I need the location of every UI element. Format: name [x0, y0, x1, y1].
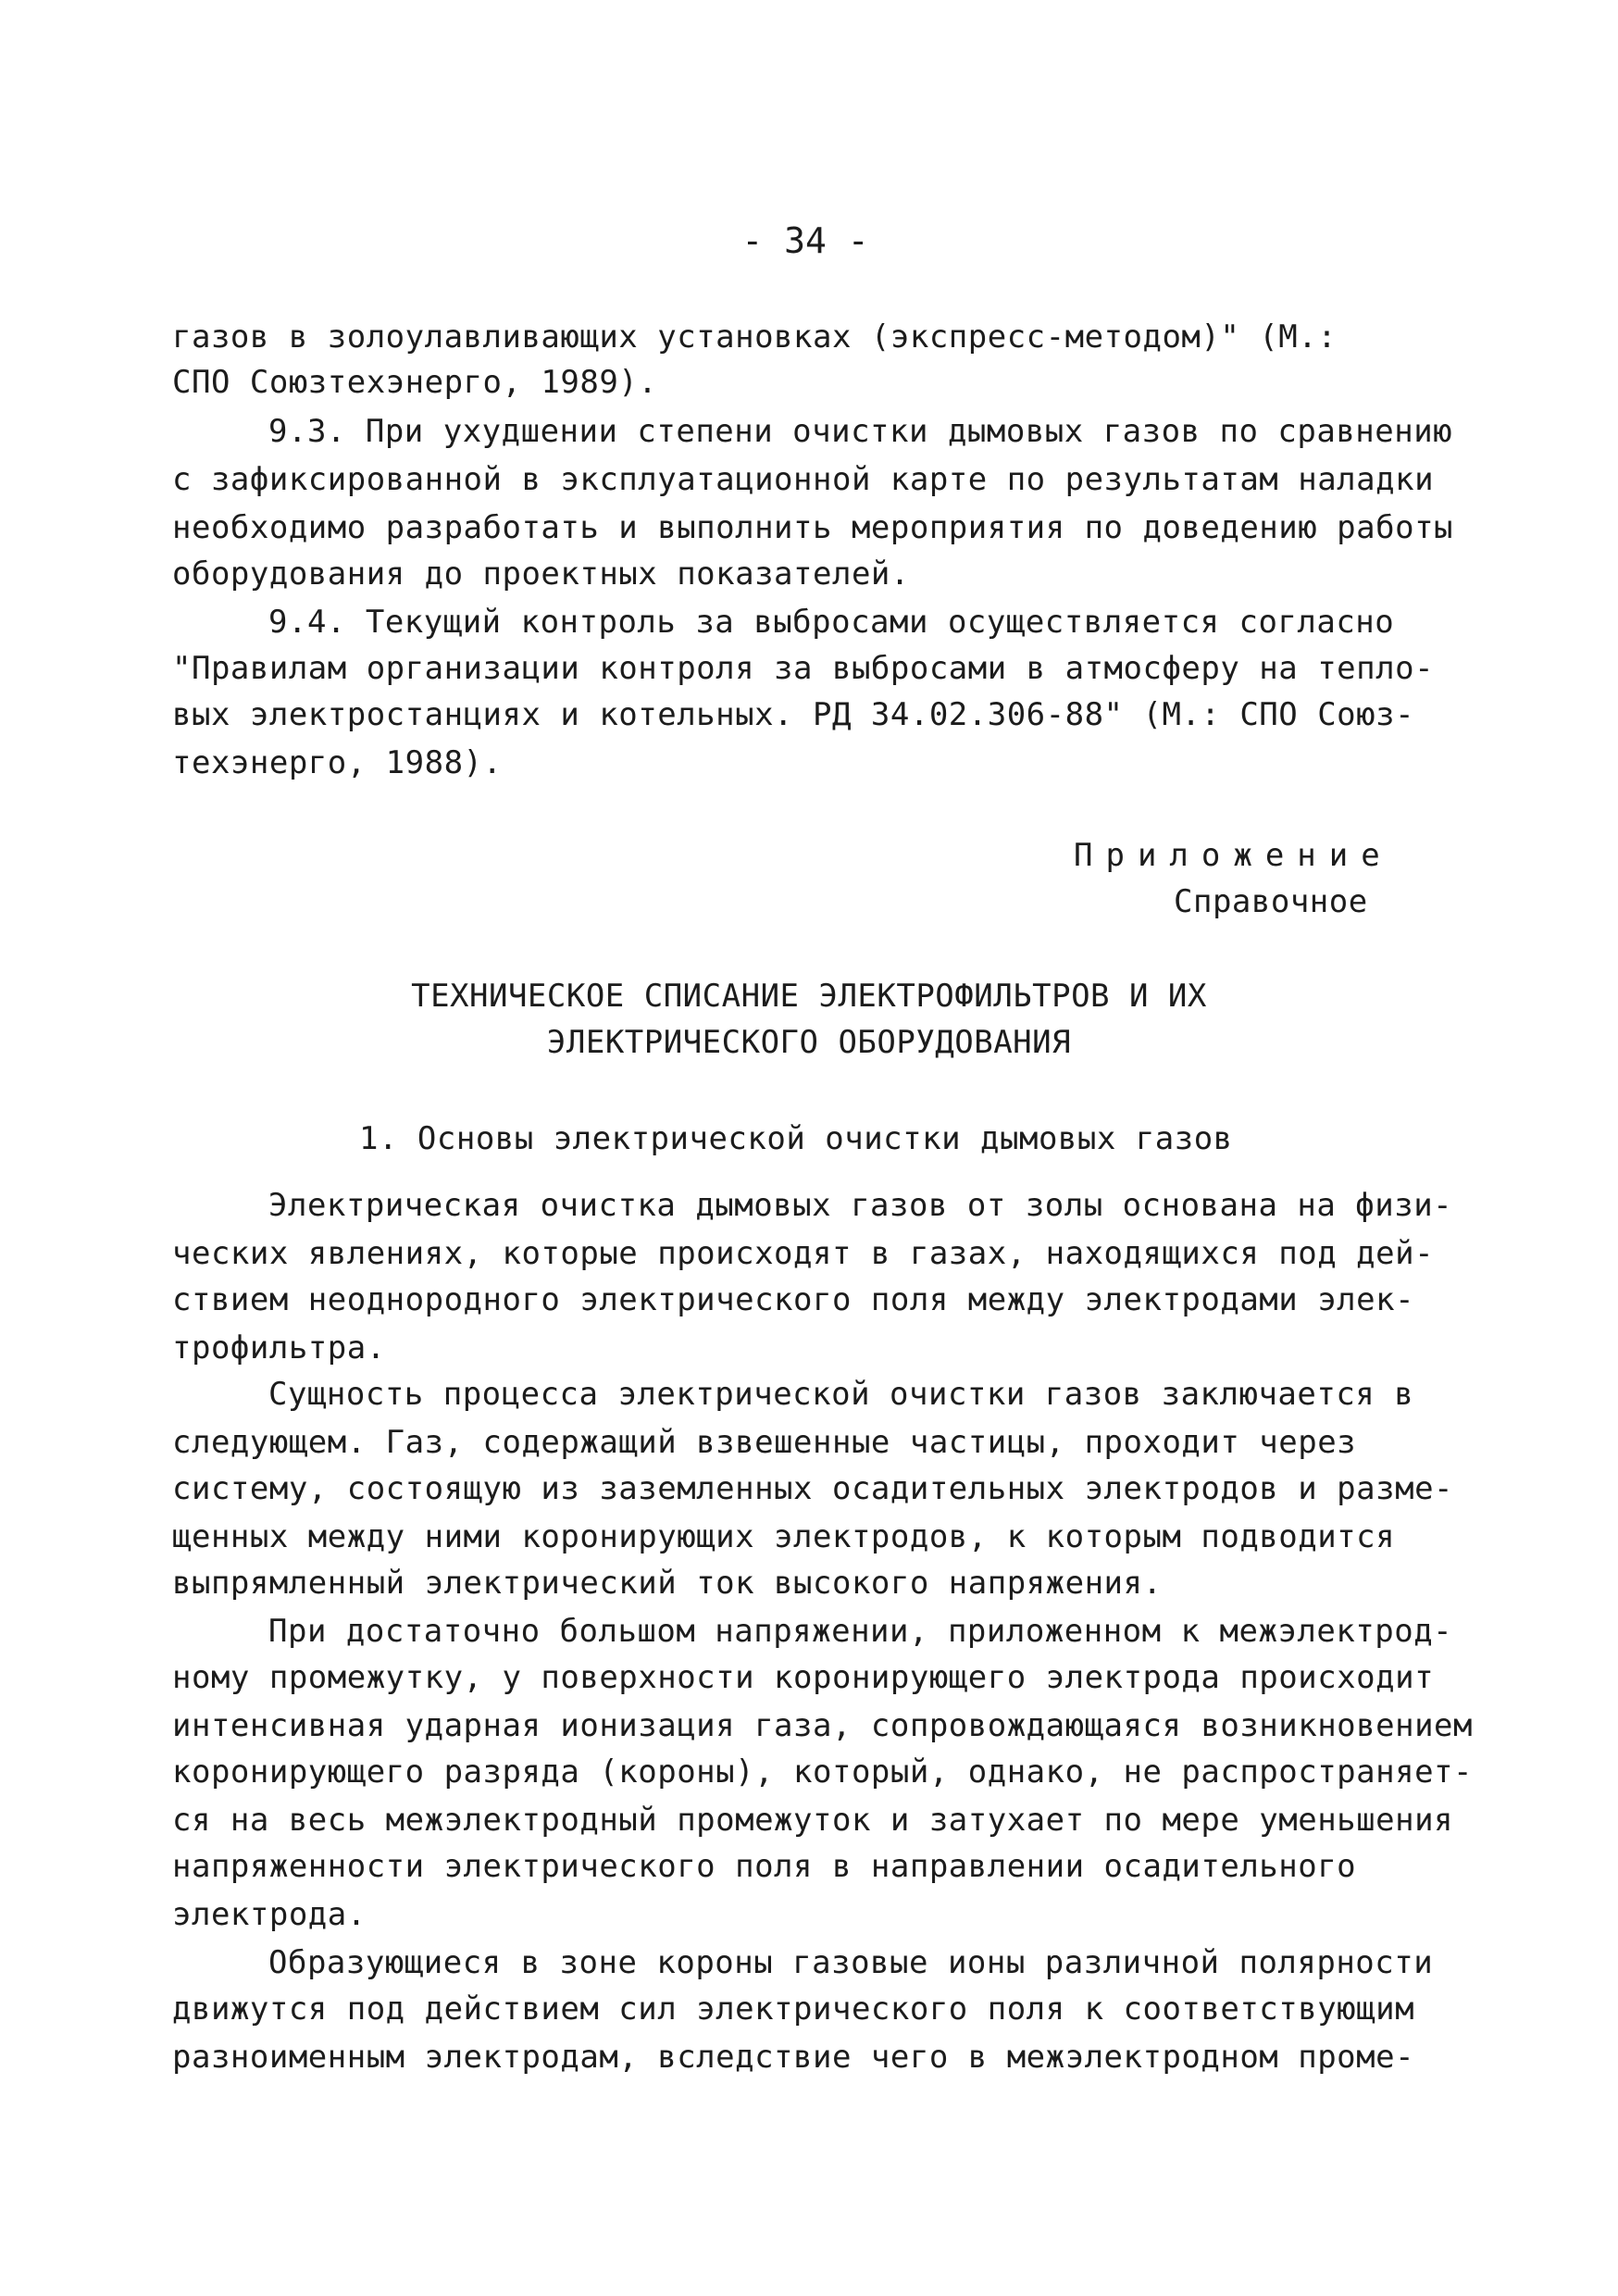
appendix-label: Приложение	[1074, 837, 1393, 874]
text-line: 9.3. При ухудшении степени очистки дымовых газов по сравнению	[268, 413, 1453, 450]
text-line: интенсивная ударная ионизация газа, сопровождающаяся возникновением	[172, 1707, 1473, 1744]
text-line: ческих явлениях, которые происходят в газах, находящихся под дей-	[172, 1235, 1435, 1272]
appendix-type: Справочное	[1174, 883, 1368, 920]
document-title-line-2: ЭЛЕКТРИЧЕСКОГО ОБОРУДОВАНИЯ	[546, 1024, 1072, 1061]
text-line: ному промежутку, у поверхности коронирующего электрода происходит	[172, 1659, 1435, 1696]
document-title-line-1: ТЕХНИЧЕСКОЕ СПИСАНИЕ ЭЛЕКТРОФИЛЬТРОВ И ИХ	[411, 978, 1207, 1015]
text-line: коронирующего разряда (короны), который, однако, не распространяет-	[172, 1753, 1473, 1791]
text-line: оборудования до проектных показателей.	[172, 555, 910, 593]
text-line: систему, состоящую из заземленных осадительных электродов и разме-	[172, 1470, 1454, 1507]
text-line: трофильтра.	[172, 1329, 386, 1366]
text-line: Образующиеся в зоне короны газовые ионы различной полярности	[268, 1944, 1434, 1981]
text-line: При достаточно большом напряжении, приложенном к межэлектрод-	[268, 1613, 1453, 1650]
text-line: с зафиксированной в эксплуатационной карте по результатам наладки	[172, 461, 1435, 498]
text-line: щенных между ними коронирующих электродов, к которым подводится	[172, 1518, 1396, 1555]
text-line: ствием неоднородного электрического поля между электродами элек-	[172, 1281, 1415, 1318]
text-line: Электрическая очистка дымовых газов от золы основана на физи-	[268, 1187, 1453, 1224]
text-line: необходимо разработать и выполнить мероприятия по доведению работы	[172, 509, 1454, 546]
section-heading: 1. Основы электрической очистки дымовых газов	[359, 1120, 1233, 1157]
text-line: вых электростанциях и котельных. РД 34.02.306-88" (М.: СПО Союз-	[172, 696, 1415, 733]
text-line: ся на весь межэлектродный промежуток и затухает по мере уменьшения	[172, 1802, 1454, 1839]
text-line: выпрямленный электрический ток высокого напряжения.	[172, 1565, 1163, 1602]
text-line: Сущность процесса электрической очистки газов заключается в	[268, 1376, 1414, 1413]
page-number: - 34 -	[741, 220, 869, 261]
text-line: движутся под действием сил электрического поля к соответствующим	[172, 1990, 1415, 2028]
text-line: напряженности электрического поля в направлении осадительного	[172, 1848, 1357, 1885]
text-line: следующем. Газ, содержащий взвешенные частицы, проходит через	[172, 1424, 1357, 1461]
text-line: "Правилам организации контроля за выбросами в атмосферу на тепло-	[172, 650, 1435, 687]
text-line: техэнерго, 1988).	[172, 744, 503, 781]
text-line: 9.4. Текущий контроль за выбросами осуществляется согласно	[268, 604, 1395, 641]
text-line: разноименным электродам, вследствие чего в межэлектродном проме-	[172, 2039, 1415, 2076]
text-line: газов в золоулавливающих установках (экспресс-методом)" (М.:	[172, 318, 1338, 356]
text-line: электрода.	[172, 1896, 367, 1933]
text-line: СПО Союзтехэнерго, 1989).	[172, 364, 658, 401]
